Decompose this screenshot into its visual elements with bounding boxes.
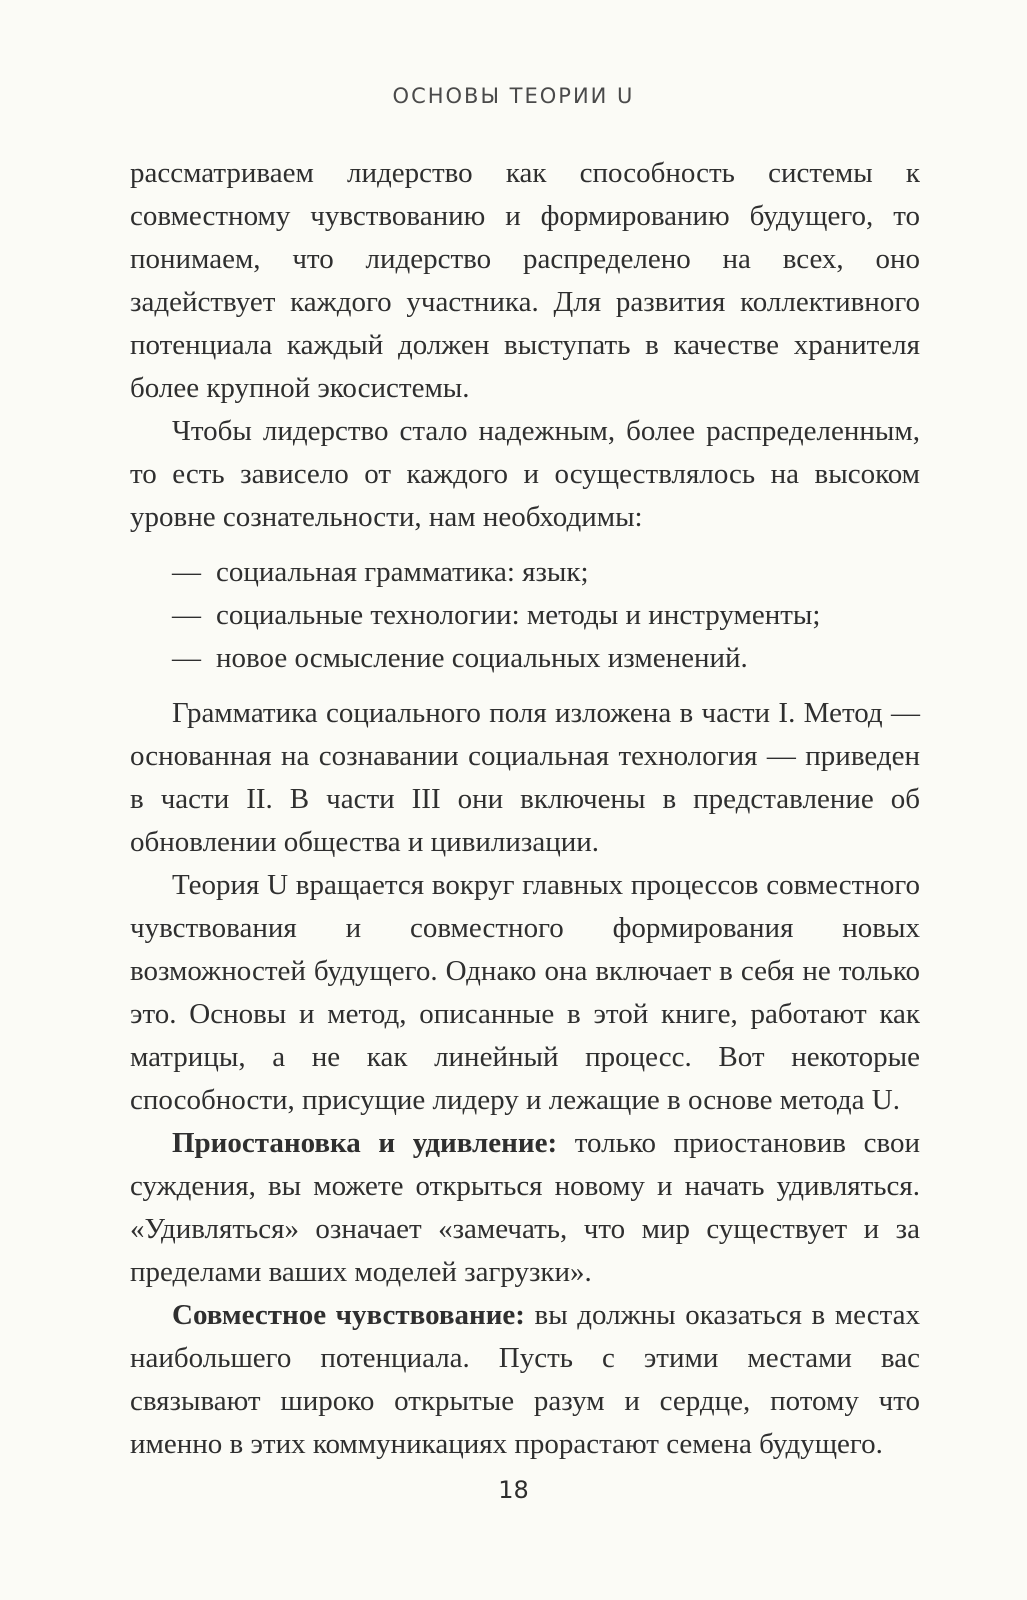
term-suspension: Приостановка и удивление:	[172, 1127, 558, 1159]
paragraph-continued: рассматриваем лидерство как способность системы к совместному чувствованию и формированию будущего, то понимаем, что лидерство распределено на всех, оно задействует каждого участника. Для развития коллективного потенциала каждый должен выступать в качестве хранителя более крупной экосистемы.	[130, 157, 920, 404]
list-dash: —	[172, 599, 201, 631]
running-head: ОСНОВЫ ТЕОРИИ U	[392, 84, 635, 108]
list-dash: —	[172, 556, 201, 588]
list-item	[172, 594, 920, 637]
body-text	[130, 152, 920, 1466]
definition-suspension: только приостановив свои суждения, вы можете открыться новому и начать удивляться. «Удивляться» означает «замечать, что мир существует и за пределами ваших моделей загрузки».	[130, 1127, 920, 1288]
paragraph-grammar: Грамматика социального поля изложена в части I. Метод — основанная на сознавании социальная технология — приведен в части II. В части III они включены в представление об обновлении общества и цивилизации.	[130, 697, 920, 858]
paragraph-suspension	[130, 1122, 920, 1294]
list-item	[172, 637, 920, 680]
list-dash: —	[172, 642, 201, 674]
paragraph-theory-u: Теория U вращается вокруг главных процессов совместного чувствования и совместного формирования новых возможностей будущего. Однако она включает в себя не только это. Основы и метод, описанные в этой книге, работают как матрицы, а не как линейный процесс. Вот некоторые способности, присущие лидеру и лежащие в основе метода U.	[130, 869, 920, 1116]
requirements-list	[130, 551, 920, 680]
list-item	[172, 551, 920, 594]
page-number: 18	[498, 1476, 529, 1504]
list-item-text: новое осмысление социальных изменений.	[216, 642, 748, 674]
paragraph-requirements-intro: Чтобы лидерство стало надежным, более распределенным, то есть зависело от каждого и осуществлялось на высоком уровне сознательности, нам необходимы:	[130, 415, 920, 533]
term-co-sensing: Совместное чувствование:	[172, 1299, 525, 1331]
paragraph-co-sensing	[130, 1294, 920, 1466]
definition-co-sensing: вы должны оказаться в местах наибольшего потенциала. Пусть с этими местами вас связывают широко открытые разум и сердце, потому что именно в этих коммуникациях прорастают семена будущего.	[130, 1299, 920, 1460]
list-item-text: социальные технологии: методы и инструменты;	[216, 599, 821, 631]
list-item-text: социальная грамматика: язык;	[216, 556, 589, 588]
